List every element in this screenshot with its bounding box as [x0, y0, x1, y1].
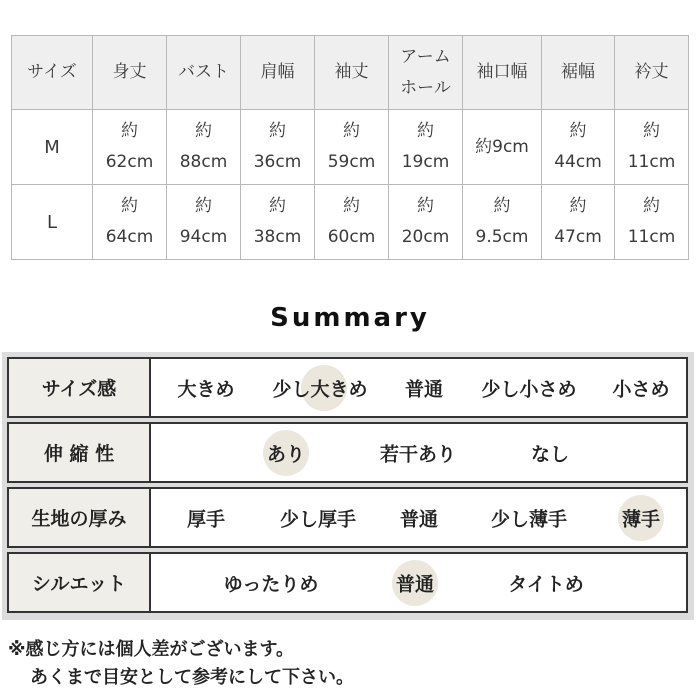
summary-option-selected: 薄手	[621, 508, 661, 530]
table-cell: 約 47cm	[542, 185, 615, 260]
summary-option: 少し薄手	[490, 508, 568, 530]
note-line: ※感じ方には個人差がございます。	[8, 639, 295, 660]
header-size: サイズ	[12, 36, 93, 110]
summary-option: 普通	[404, 378, 444, 400]
table-header-row	[12, 36, 689, 110]
header-collar: 衿丈	[615, 36, 689, 110]
table-row	[12, 185, 689, 260]
summary-option: 大きめ	[177, 378, 235, 400]
summary-row-size-feel	[7, 357, 688, 418]
table-cell: 約9cm	[463, 110, 542, 185]
summary-options	[151, 554, 686, 611]
table-cell: 約 36cm	[241, 110, 315, 185]
table-cell: 約 11cm	[615, 185, 689, 260]
table-cell: 約 88cm	[167, 110, 241, 185]
summary-option: タイトめ	[508, 573, 584, 595]
summary-options	[151, 489, 686, 546]
table-cell: 約 64cm	[93, 185, 167, 260]
summary-option: 小さめ	[612, 378, 670, 400]
header-length: 身丈	[93, 36, 167, 110]
summary-row-label: 生地の厚み	[9, 489, 151, 546]
summary-option-selected: 少し大きめ	[272, 378, 368, 400]
table-cell: 約 59cm	[315, 110, 389, 185]
summary-option-selected: 普通	[395, 573, 435, 595]
summary-row-label: 伸 縮 性	[9, 424, 151, 481]
table-row	[12, 110, 689, 185]
summary-option: ゆったりめ	[223, 573, 319, 595]
header-armhole: アーム ホール	[389, 36, 463, 110]
header-bust: バスト	[167, 36, 241, 110]
header-sleeve: 袖丈	[315, 36, 389, 110]
table-cell: 約 94cm	[167, 185, 241, 260]
table-cell: 約 11cm	[615, 110, 689, 185]
summary-row-label: サイズ感	[9, 359, 151, 416]
row-size-label: M	[12, 110, 93, 185]
summary-options	[151, 424, 686, 481]
summary-row-stretch	[7, 422, 688, 483]
table-cell: 約 19cm	[389, 110, 463, 185]
table-cell: 約 38cm	[241, 185, 315, 260]
table-cell: 約 60cm	[315, 185, 389, 260]
table-cell: 約 44cm	[542, 110, 615, 185]
header-shoulder: 肩幅	[241, 36, 315, 110]
header-cuff: 袖口幅	[463, 36, 542, 110]
summary-options	[151, 359, 686, 416]
note-line: あくまで目安として参考にして下さい。	[30, 667, 354, 688]
summary-panel	[2, 352, 694, 620]
summary-option: なし	[530, 443, 570, 465]
summary-option: 若干あり	[379, 443, 457, 465]
disclaimer-note	[8, 636, 354, 692]
summary-row-silhouette	[7, 552, 688, 613]
summary-option: 少し小さめ	[481, 378, 577, 400]
row-size-label: L	[12, 185, 93, 260]
summary-title: Summary	[270, 303, 430, 333]
summary-row-thickness	[7, 487, 688, 548]
table-cell: 約 62cm	[93, 110, 167, 185]
size-table	[11, 35, 689, 260]
table-cell: 約 20cm	[389, 185, 463, 260]
table-cell: 約 9.5cm	[463, 185, 542, 260]
summary-row-label: シルエット	[9, 554, 151, 611]
summary-option-selected: あり	[266, 443, 306, 465]
summary-option: 普通	[399, 508, 439, 530]
summary-option: 厚手	[186, 508, 226, 530]
header-hem: 裾幅	[542, 36, 615, 110]
summary-option: 少し厚手	[279, 508, 357, 530]
